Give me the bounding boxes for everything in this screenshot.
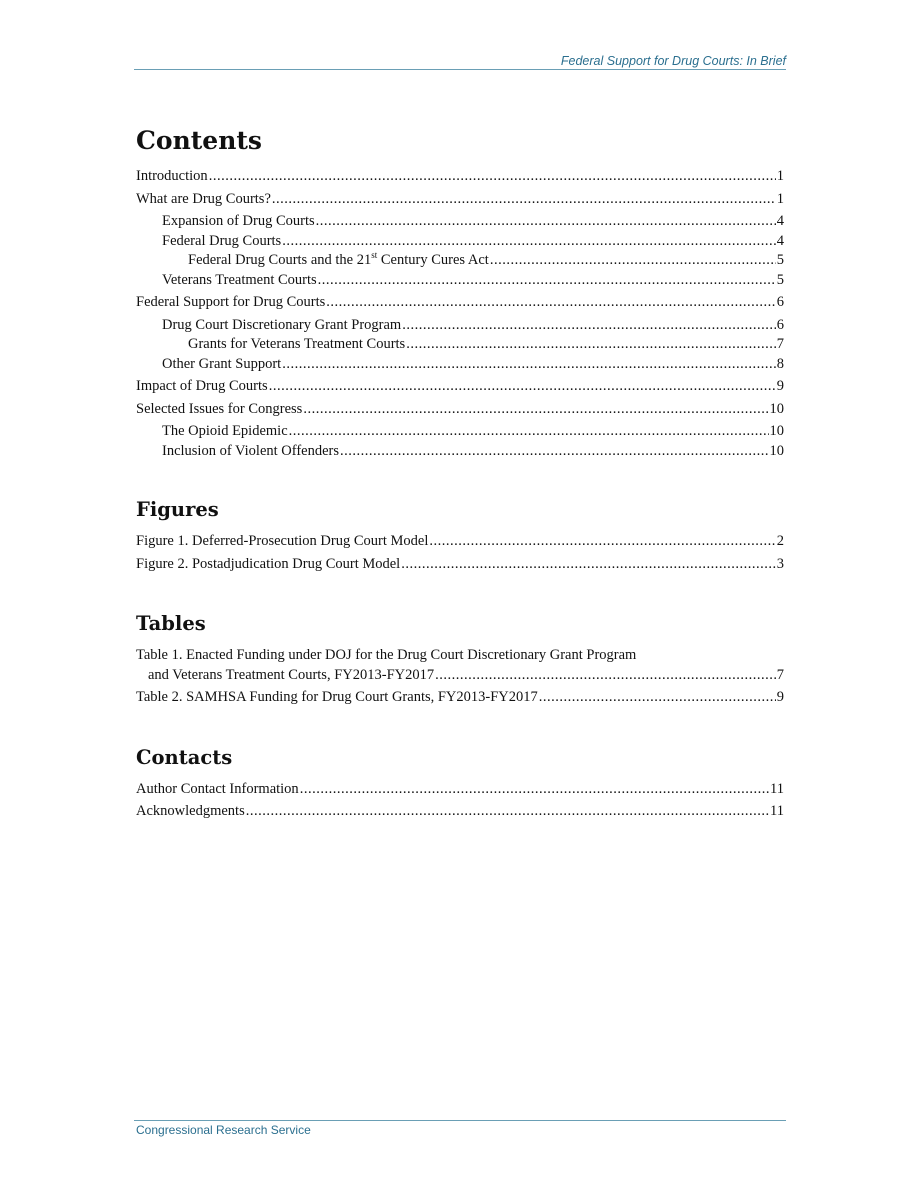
toc-entry-violent-offenders[interactable] <box>136 442 784 462</box>
footer-divider <box>134 1120 786 1121</box>
toc-entry-label: Impact of Drug Courts <box>136 378 268 394</box>
toc-entry-page: 6 <box>776 294 784 310</box>
dot-leader <box>272 190 776 210</box>
figures-section <box>136 497 784 574</box>
dot-leader <box>490 251 776 271</box>
dot-leader <box>303 400 768 420</box>
toc-entry-impact[interactable] <box>136 377 784 397</box>
toc-entry-page: 5 <box>776 271 784 288</box>
toc-entry-page: 1 <box>776 168 784 184</box>
dot-leader <box>406 335 776 355</box>
toc-entry-page: 10 <box>769 442 784 459</box>
tables-heading: Tables <box>136 612 206 635</box>
toc-entry-page: 10 <box>769 400 784 417</box>
toc-entry-page: 1 <box>776 190 784 207</box>
toc-entry-page: 8 <box>776 355 784 372</box>
dot-leader <box>402 316 776 336</box>
toc-entry-label: Selected Issues for Congress <box>136 400 303 417</box>
toc-entry-label: Figure 2. Postadjudication Drug Court Model <box>136 555 401 572</box>
toc-label-part: Century Cures Act <box>377 252 489 268</box>
dot-leader <box>269 377 776 397</box>
toc-entry-label: Drug Court Discretionary Grant Program <box>162 316 402 333</box>
tables-list <box>136 646 784 708</box>
figures-list <box>136 532 784 574</box>
toc-entry-page: 7 <box>776 336 784 352</box>
toc-entry-label: Other Grant Support <box>162 355 282 372</box>
toc-entry-page: 3 <box>776 555 784 572</box>
toc-entry-continuation <box>136 666 784 686</box>
toc-entry-label: Author Contact Information <box>136 780 299 797</box>
contents-list <box>136 167 784 461</box>
contacts-list <box>136 780 784 822</box>
toc-entry-author-contact[interactable] <box>136 780 784 800</box>
dot-leader <box>318 271 776 291</box>
toc-entry-veterans-treatment-courts[interactable] <box>136 271 784 291</box>
toc-entry-page: 6 <box>776 316 784 333</box>
toc-entry-page: 2 <box>776 533 784 549</box>
toc-entry-figure-1[interactable] <box>136 532 784 552</box>
toc-entry-acknowledgments[interactable] <box>136 802 784 822</box>
contents-heading: Contents <box>136 126 263 155</box>
toc-entry-discretionary-grant[interactable] <box>136 316 784 336</box>
toc-entry-page: 7 <box>776 666 784 683</box>
toc-entry-page: 5 <box>776 252 784 268</box>
dot-leader <box>429 532 775 552</box>
toc-entry-label: Introduction <box>136 168 208 184</box>
toc-entry-page: 4 <box>776 232 784 249</box>
dot-leader <box>316 212 776 232</box>
running-footer: Congressional Research Service <box>136 1123 311 1137</box>
dot-leader <box>282 355 776 375</box>
dot-leader <box>435 666 776 686</box>
running-header: Federal Support for Drug Courts: In Brief <box>560 54 786 68</box>
contacts-heading: Contacts <box>136 745 233 769</box>
toc-entry-expansion-of-drug-courts[interactable] <box>136 212 784 232</box>
toc-entry-page: 4 <box>776 213 784 229</box>
toc-entry-label: Figure 1. Deferred-Prosecution Drug Court Model <box>136 533 429 549</box>
toc-entry-label: Table 2. SAMHSA Funding for Drug Court Grants, FY2013-FY2017 <box>136 689 538 705</box>
toc-entry-label: Federal Drug Courts <box>162 232 282 249</box>
contents-section <box>136 124 784 461</box>
toc-entry-label <box>188 251 489 271</box>
toc-entry-what-are-drug-courts[interactable] <box>136 190 784 210</box>
dot-leader <box>282 232 776 252</box>
ordinal-suffix: st <box>371 251 378 260</box>
toc-entry-label: The Opioid Epidemic <box>162 423 288 439</box>
dot-leader <box>246 802 769 822</box>
toc-entry-page: 10 <box>769 423 784 439</box>
toc-entry-page: 11 <box>770 803 784 819</box>
dot-leader <box>209 167 776 187</box>
toc-entry-federal-support[interactable] <box>136 293 784 313</box>
toc-entry-table-2[interactable] <box>136 688 784 708</box>
dot-leader <box>300 780 769 800</box>
dot-leader <box>401 555 776 575</box>
dot-leader <box>289 422 769 442</box>
toc-entry-federal-drug-courts[interactable] <box>136 232 784 252</box>
tables-section <box>136 611 784 708</box>
toc-entry-label: What are Drug Courts? <box>136 190 271 207</box>
figures-heading: Figures <box>136 498 219 521</box>
toc-entry-label: Grants for Veterans Treatment Courts <box>188 336 406 352</box>
toc-entry-label: Federal Support for Drug Courts <box>136 294 326 310</box>
toc-entry-introduction[interactable] <box>136 167 784 187</box>
table-of-contents <box>136 124 784 822</box>
toc-entry-figure-2[interactable] <box>136 555 784 575</box>
toc-entry-label: Inclusion of Violent Offenders <box>162 442 339 459</box>
contacts-section <box>136 745 784 822</box>
dot-leader <box>539 688 776 708</box>
toc-entry-selected-issues[interactable] <box>136 400 784 420</box>
toc-entry-label: Veterans Treatment Courts <box>162 271 317 288</box>
toc-entry-page: 9 <box>776 378 784 394</box>
header-divider <box>134 69 786 70</box>
toc-entry-opioid-epidemic[interactable] <box>136 422 784 442</box>
toc-entry-label-line1: Table 1. Enacted Funding under DOJ for the Drug Court Discretionary Grant Program <box>136 647 637 663</box>
toc-entry-table-1[interactable] <box>136 646 784 685</box>
dot-leader <box>340 442 769 462</box>
toc-entry-label: Acknowledgments <box>136 803 245 819</box>
toc-entry-page: 9 <box>776 689 784 705</box>
toc-entry-label: Expansion of Drug Courts <box>162 213 315 229</box>
toc-label-part: Federal Drug Courts and the 21 <box>188 252 372 268</box>
dot-leader <box>326 293 775 313</box>
toc-entry-veterans-grants[interactable] <box>136 335 784 355</box>
toc-entry-other-grant-support[interactable] <box>136 355 784 375</box>
toc-entry-cures-act[interactable] <box>136 251 784 271</box>
toc-entry-page: 11 <box>770 780 784 797</box>
toc-entry-label-line2: and Veterans Treatment Courts, FY2013-FY2017 <box>148 666 435 683</box>
